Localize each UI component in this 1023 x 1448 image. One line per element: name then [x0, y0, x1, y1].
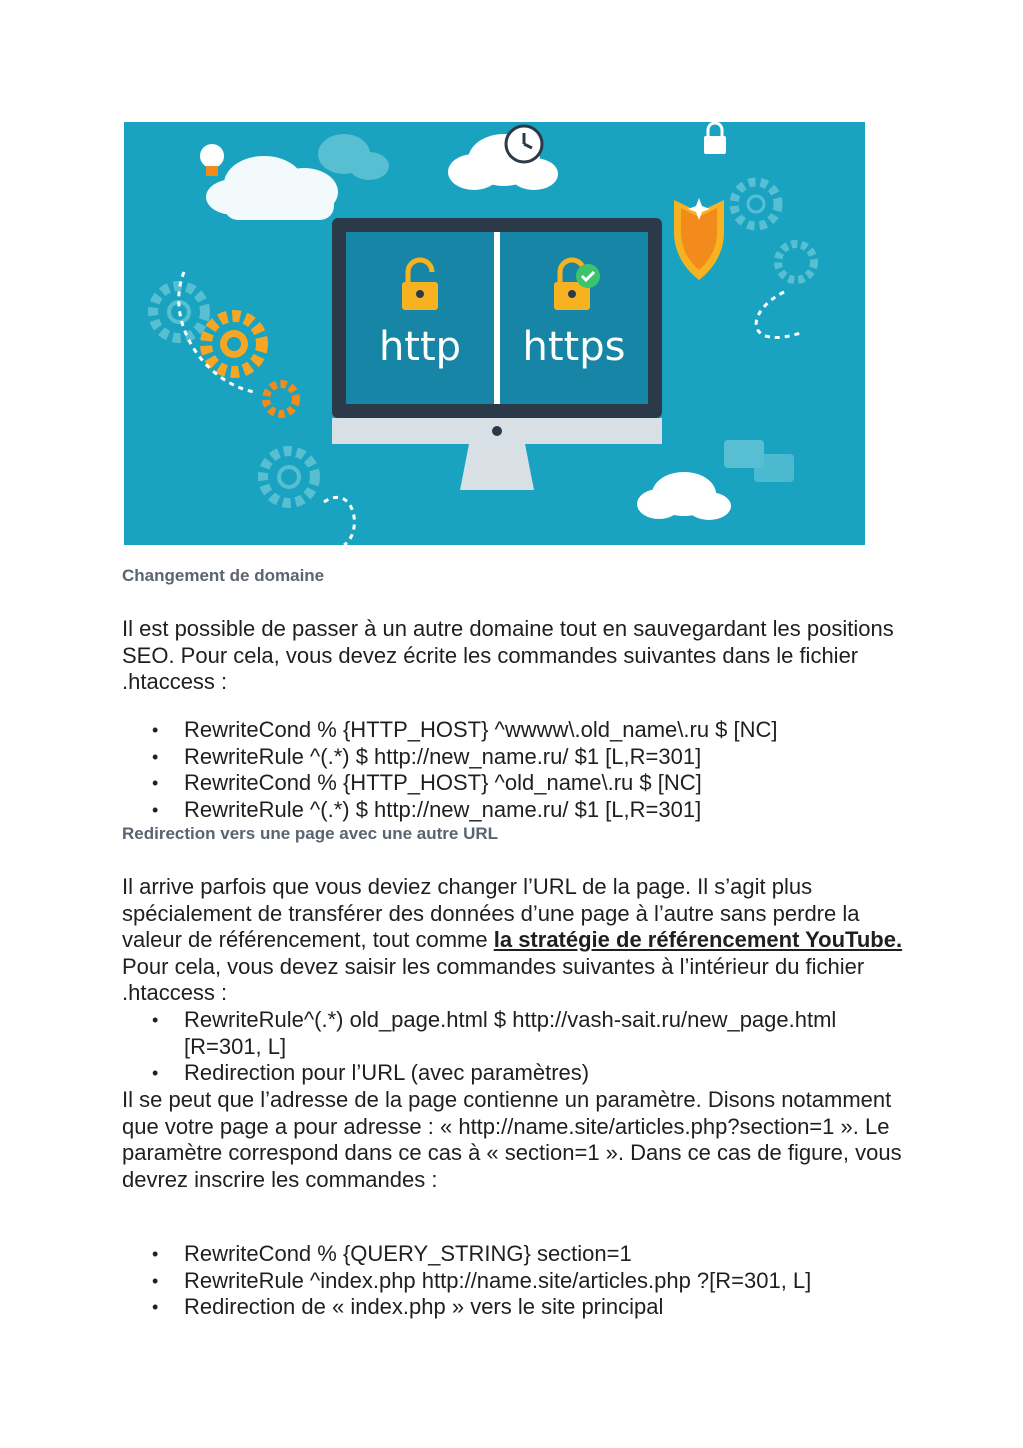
clock-icon: [506, 126, 542, 162]
http-https-illustration: [124, 122, 865, 545]
list-item: • RewriteRule ^(.*) $ http://new_name.ru/ $1 [L,R=301]: [122, 744, 922, 771]
list-domain-commands: [122, 717, 922, 823]
https-label: https: [522, 324, 626, 370]
http-label: http: [378, 324, 462, 370]
list-item: • RewriteCond % {QUERY_STRING} section=1: [122, 1241, 922, 1268]
list-item: • RewriteRule^(.*) old_page.html $ http://vash-sait.ru/new_page.html [R=301, L]: [122, 1007, 884, 1060]
youtube-seo-strategy-link[interactable]: la stratégie de référencement YouTube.: [493, 927, 903, 953]
section-heading-domain-change: Changement de domaine: [122, 566, 325, 585]
hero-illustration: [124, 122, 865, 545]
list-item: • Redirection pour l’URL (avec paramètres): [122, 1060, 922, 1087]
list-parameter-commands: [122, 1241, 922, 1321]
paragraph-domain-change: Il est possible de passer à un autre domaine tout en sauvegardant les positions SEO. Pour cela, vous devez écrite les commandes suivantes dans le fichier .htaccess :: [122, 616, 894, 695]
paragraph-text: Il arrive parfois que vous deviez changer l’URL de la page. Il s’agit plus spécialement de transférer des données d’une page à l’autre sans perdre la valeur de référencement, tout comme: [122, 874, 860, 953]
section-heading-url-redirect: Redirection vers une page avec une autre URL: [122, 824, 499, 843]
paragraph-url-redirect: [122, 874, 912, 1007]
list-item: • RewriteCond % {HTTP_HOST} ^old_name\.ru $ [NC]: [122, 770, 922, 797]
paragraph-text: Pour cela, vous devez saisir les commandes suivantes à l’intérieur du fichier .htaccess :: [122, 953, 865, 1006]
paragraph-url-parameter: Il se peut que l’adresse de la page contienne un paramètre. Disons notamment que votre page a pour adresse : « http://name.site/articles.php?section=1 ». Le paramètre correspond dans ce cas à « section=1 ». Dans ce cas de figure, vous devrez inscrire les commandes :: [122, 1087, 902, 1192]
list-item: • Redirection de « index.php » vers le site principal: [122, 1294, 922, 1321]
list-item: • RewriteRule ^(.*) $ http://new_name.ru/ $1 [L,R=301]: [122, 797, 922, 824]
list-url-commands: [122, 1007, 922, 1087]
list-item: • RewriteCond % {HTTP_HOST} ^wwww\.old_name\.ru $ [NC]: [122, 717, 922, 744]
list-item: • RewriteRule ^index.php http://name.site/articles.php ?[R=301, L]: [122, 1268, 922, 1295]
